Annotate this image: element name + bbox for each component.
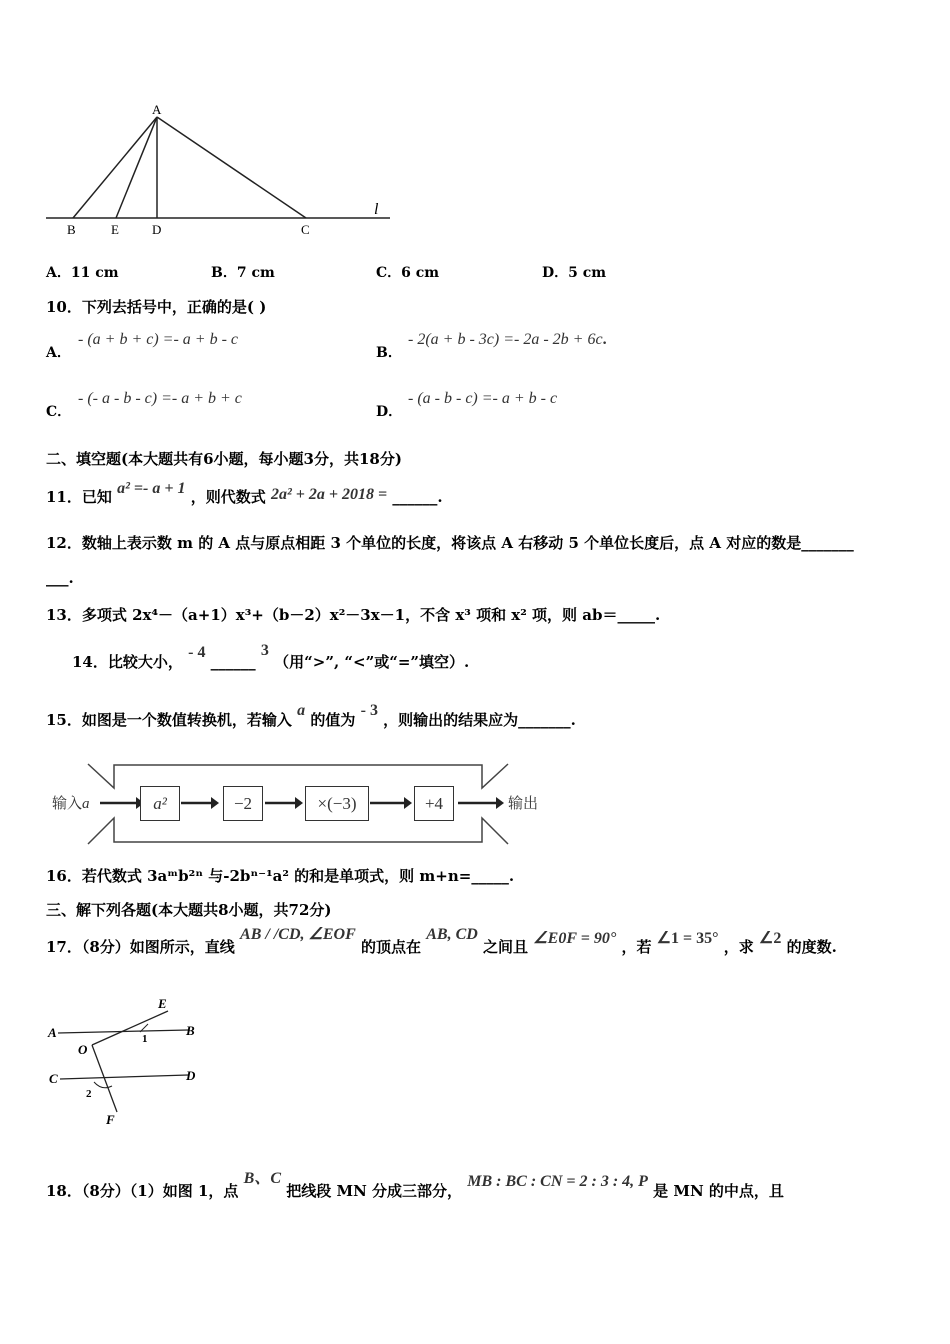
machine-frame [48,760,548,848]
q10-stem: 10．下列去括号中，正确的是( ) [46,298,267,316]
q13: 13．多项式 2x⁴－（a+1）x³+（b－2）x²－3x－1，不含 x³ 项和 x² 项，则 ab＝_____. [46,606,661,624]
q10-option-a-expr: - (a + b + c) =- a + b - c [78,331,239,348]
q9-option-a: A．11 cm [46,265,119,281]
section-2-heading: 二、填空题(本大题共有6小题，每小题3分，共18分) [46,450,402,468]
machine-step-add: +4 [414,786,454,821]
label-c: C [49,1071,58,1086]
q10-option-c-letter: C． [46,404,72,420]
q17: 17．（8分）如图所示，直线 AB / /CD, ∠EOF 的顶点在 AB, CD 之间且 ∠E0F = 90° ，若 ∠1 = 35° ，求 ∠2 的度数. [46,926,837,956]
machine-step-multiply: ×(−3) [305,786,369,821]
q14: 14．比较大小， - 4 ______ 3 （用“>”, “<”或“=”填空）. [72,642,470,671]
label-d: D [152,222,162,237]
segment-ac [157,117,306,218]
ray-oe [92,1011,168,1045]
q12-line1: 12．数轴上表示数 m 的 A 点与原点相距 3 个单位的长度，将该点 A 右移动 5 个单位长度后，点 A 对应的数是_______ [46,534,854,552]
q10-option-b-expr: - 2(a + b - 3c) =- 2a - 2b + 6c. [408,331,607,348]
label-a: A [152,102,162,117]
parallel-lines-figure [44,994,224,1134]
label-c: C [301,222,310,237]
label-1: 1 [142,1033,148,1045]
label-l: l [374,201,379,218]
angle-2-arc [94,1082,112,1088]
machine-step-subtract: −2 [223,786,263,821]
label-f: F [106,1112,115,1127]
q9-option-b: B．7 cm [211,265,275,281]
label-d: D [186,1068,196,1083]
label-e: E [158,996,167,1011]
q10-option-b-letter: B． [376,345,402,361]
q10-option-a-letter: A． [46,345,71,361]
line-cd [60,1075,188,1079]
label-b: B [67,222,76,237]
q18: 18．（8分）（1）如图 1，点 B、C 把线段 MN 分成三部分， MB : BC : CN = 2 : 3 : 4, P 是 MN 的中点，且 [46,1170,784,1200]
label-b: B [186,1023,195,1038]
machine-output-label: 输出 [508,794,539,812]
label-e: E [111,222,119,237]
q9-option-c: C．6 cm [376,265,440,281]
conversion-machine [48,760,548,848]
machine-step-square: a² [140,786,180,821]
label-a: A [48,1025,57,1040]
label-2: 2 [86,1088,92,1100]
q16: 16．若代数式 3aᵐb²ⁿ 与-2bⁿ⁻¹a² 的和是单项式，则 m+n=_____. [46,867,515,885]
q9-option-d: D．5 cm [542,265,607,281]
q10-option-d-expr: - (a - b - c) =- a + b - c [408,390,558,407]
q12-line2: ___. [46,569,74,587]
q10-option-c-expr: - (- a - b - c) =- a + b + c [78,390,242,407]
segment-ae [116,117,157,218]
q11: 11．已知 a² =- a + 1 ，则代数式 2a² + 2a + 2018 = ______. [46,480,443,506]
q15: 15．如图是一个数值转换机，若输入 a 的值为 - 3 ，则输出的结果应为_______. [46,702,576,729]
segment-ab [73,117,157,218]
triangle-figure [40,95,400,245]
section-3-heading: 三、解下列各题(本大题共8小题，共72分) [46,901,332,919]
label-o: O [78,1042,88,1057]
q10-option-d-letter: D． [376,404,403,420]
machine-input-label: 输入a [52,794,90,812]
